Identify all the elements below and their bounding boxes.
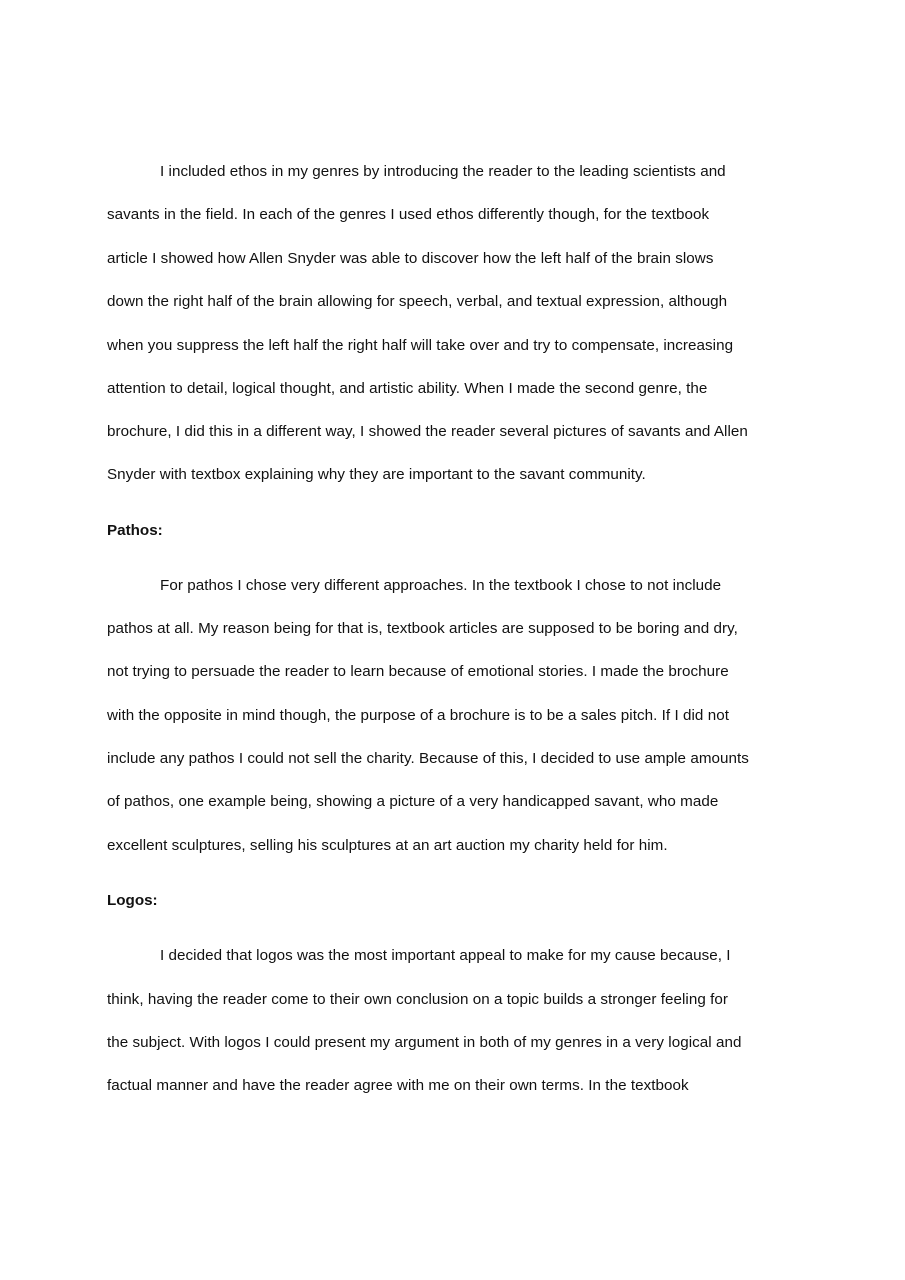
paragraph-line: the subject. With logos I could present my argument in both of my genres in a very logical and [107,1034,742,1051]
paragraph-line: with the opposite in mind though, the purpose of a brochure is to be a sales pitch. If I did not [107,707,729,724]
paragraph-line: include any pathos I could not sell the charity. Because of this, I decided to use ample amounts [107,750,749,767]
logos-heading: Logos: [107,892,158,909]
paragraph-line: down the right half of the brain allowing for speech, verbal, and textual expression, although [107,293,728,310]
paragraph-line: For pathos I chose very different approaches. In the textbook I chose to not include [160,577,722,594]
paragraph-line: think, having the reader come to their own conclusion on a topic builds a stronger feeling for [107,991,728,1008]
paragraph-line: article I showed how Allen Snyder was able to discover how the left half of the brain slows [107,250,714,267]
paragraph-line: savants in the field. In each of the genres I used ethos differently though, for the textbook [107,206,710,223]
paragraph-line: I decided that logos was the most important appeal to make for my cause because, I [160,947,731,964]
paragraph-line: not trying to persuade the reader to learn because of emotional stories. I made the brochure [107,663,729,680]
paragraph-line: factual manner and have the reader agree with me on their own terms. In the textbook [107,1077,689,1094]
pathos-heading: Pathos: [107,522,163,539]
paragraph-line: excellent sculptures, selling his sculptures at an art auction my charity held for him. [107,837,668,854]
paragraph-line: of pathos, one example being, showing a picture of a very handicapped savant, who made [107,793,719,810]
paragraph-line: when you suppress the left half the right half will take over and try to compensate, increasing [107,337,734,354]
paragraph-line: Snyder with textbox explaining why they are important to the savant community. [107,466,646,483]
paragraph-line: I included ethos in my genres by introducing the reader to the leading scientists and [160,163,726,180]
paragraph-line: brochure, I did this in a different way, I showed the reader several pictures of savants and Allen [107,423,748,440]
paragraph-line: attention to detail, logical thought, and artistic ability. When I made the second genre, the [107,380,708,397]
paragraph-line: pathos at all. My reason being for that is, textbook articles are supposed to be boring and dry, [107,620,738,637]
